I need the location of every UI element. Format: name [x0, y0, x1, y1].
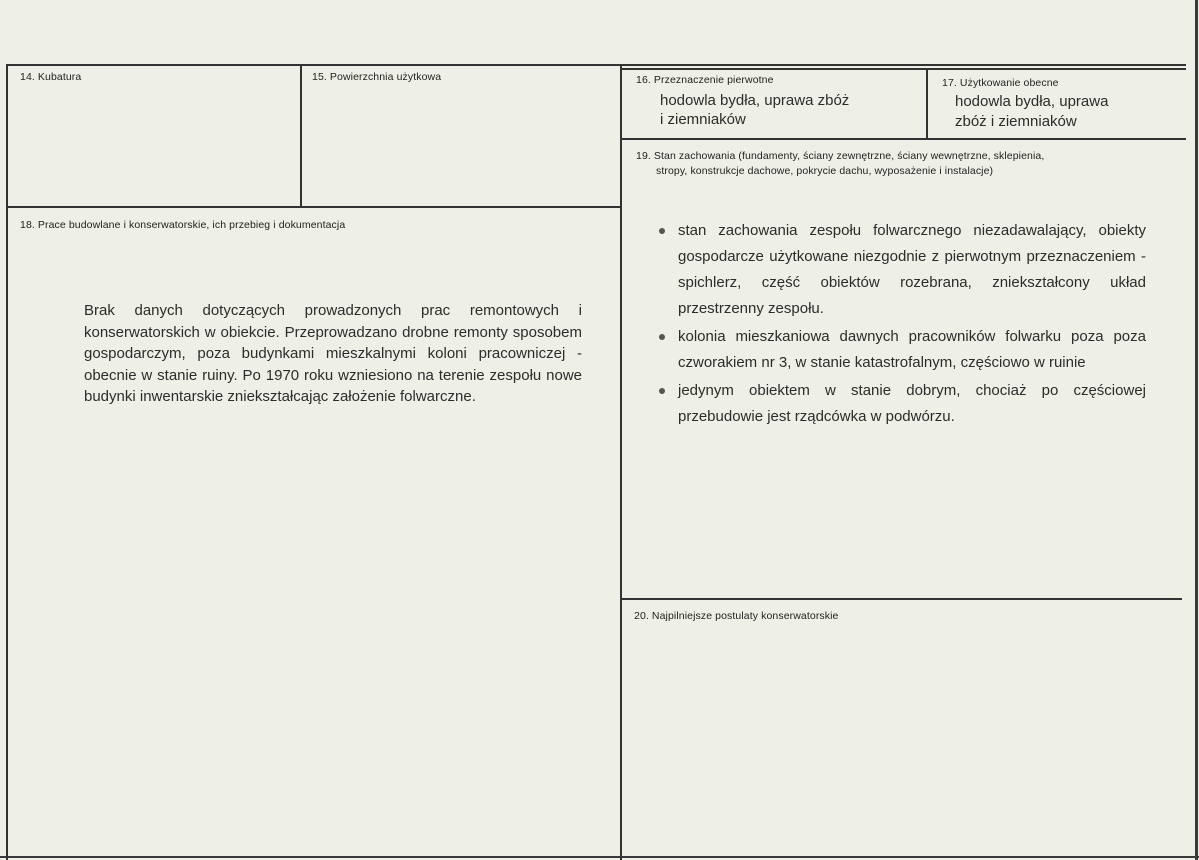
field-19-bullet-1 [656, 218, 1146, 322]
rule-col-16-17 [926, 68, 928, 140]
rule-top [8, 64, 1186, 66]
field-16-value-line-2: i ziemniaków [660, 111, 746, 128]
card-bottom-edge [0, 856, 1199, 858]
rule-col-14-15 [300, 64, 302, 208]
field-14-label: 14. Kubatura [20, 71, 82, 83]
card-right-edge [1195, 0, 1198, 860]
rule-left-edge [6, 64, 8, 860]
field-19-label-line-1: 19. Stan zachowania (fundamenty, ściany zewnętrzne, ściany wewnętrzne, sklepienia, [636, 150, 1045, 162]
field-16-value-line-1: hodowla bydła, uprawa zbóż [660, 92, 850, 109]
field-17-label: 17. Użytkowanie obecne [942, 77, 1059, 89]
field-19-bullet-3-text: jedynym obiektem w stanie dobrym, chociaż po częściowej przebudowie jest rządcówka w podwórzu. [678, 382, 1146, 425]
field-20-label: 20. Najpilniejsze postulaty konserwatorskie [634, 610, 839, 622]
field-18-label: 18. Prace budowlane i konserwatorskie, ich przebieg i dokumentacja [20, 219, 346, 231]
field-17-value-line-2: zbóż i ziemniaków [955, 113, 1077, 130]
rule-right-mid [622, 138, 1186, 140]
field-16-label: 16. Przeznaczenie pierwotne [636, 74, 774, 86]
bullet-dot-icon [659, 228, 665, 234]
field-19-bullet-3 [656, 378, 1146, 430]
rule-row-20 [622, 598, 1182, 600]
rule-left-mid [8, 206, 622, 208]
rule-right-top [622, 68, 1186, 70]
field-19-label-line-2: stropy, konstrukcje dachowe, pokrycie dachu, wyposażenie i instalacje) [656, 165, 994, 177]
field-18-text: Brak danych dotyczących prowadzonych prac remontowych i konserwatorskich w obiekcie. Przeprowadzano drobne remonty sposobem gospodarczym, poza budynkami mieszkalnymi koloni pracowniczej - obecnie w stanie ruiny. Po 1970 roku wzniesiono na terenie zespołu nowe budynki inwentarskie zniekształcając założenie folwarczne. [84, 302, 582, 405]
field-15-label: 15. Powierzchnia użytkowa [312, 71, 442, 83]
field-19-bullet-2-text: kolonia mieszkaniowa dawnych pracowników folwarku poza poza czworakiem nr 3, w stanie katastrofalnym, częściowo w ruinie [678, 328, 1146, 371]
field-19-bullet-1-text: stan zachowania zespołu folwarcznego niezadawalający, obiekty gospodarcze użytkowane niezgodnie z pierwotnym przeznaczeniem - spichlerz, część obiektów rozebrana, zniekształcony układ przestrzenny zespołu. [678, 222, 1146, 317]
bullet-dot-icon [659, 334, 665, 340]
field-17-value-line-1: hodowla bydła, uprawa [955, 93, 1109, 110]
field-19-bullet-list [656, 218, 1146, 430]
field-19-bullet-2 [656, 324, 1146, 376]
rule-col-center [620, 64, 622, 860]
bullet-dot-icon [659, 388, 665, 394]
